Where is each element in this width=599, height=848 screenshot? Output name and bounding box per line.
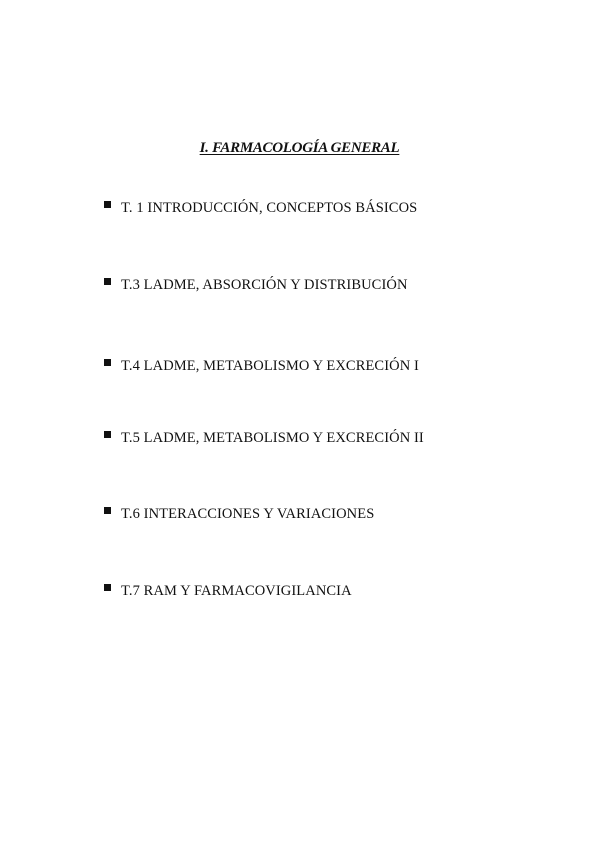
square-bullet-icon — [104, 584, 111, 591]
topic-label: T.3 LADME, ABSORCIÓN Y DISTRIBUCIÓN — [121, 277, 408, 293]
topic-label: T. 1 INTRODUCCIÓN, CONCEPTOS BÁSICOS — [121, 200, 418, 216]
square-bullet-icon — [104, 431, 111, 438]
topic-list-item — [104, 506, 374, 523]
topic-list-item — [104, 277, 408, 294]
topic-label: T.7 RAM Y FARMACOVIGILANCIA — [121, 583, 352, 599]
square-bullet-icon — [104, 201, 111, 208]
topic-list-item — [104, 358, 419, 375]
square-bullet-icon — [104, 507, 111, 514]
page-title: I. FARMACOLOGÍA GENERAL — [199, 140, 400, 156]
topic-label: T.4 LADME, METABOLISMO Y EXCRECIÓN I — [121, 358, 419, 374]
topic-list-item — [104, 583, 352, 600]
topic-list-item — [104, 430, 424, 447]
topic-label: T.5 LADME, METABOLISMO Y EXCRECIÓN II — [121, 430, 424, 446]
topic-list-item — [104, 200, 417, 217]
square-bullet-icon — [104, 278, 111, 285]
square-bullet-icon — [104, 359, 111, 366]
topic-label: T.6 INTERACCIONES Y VARIACIONES — [121, 506, 375, 522]
